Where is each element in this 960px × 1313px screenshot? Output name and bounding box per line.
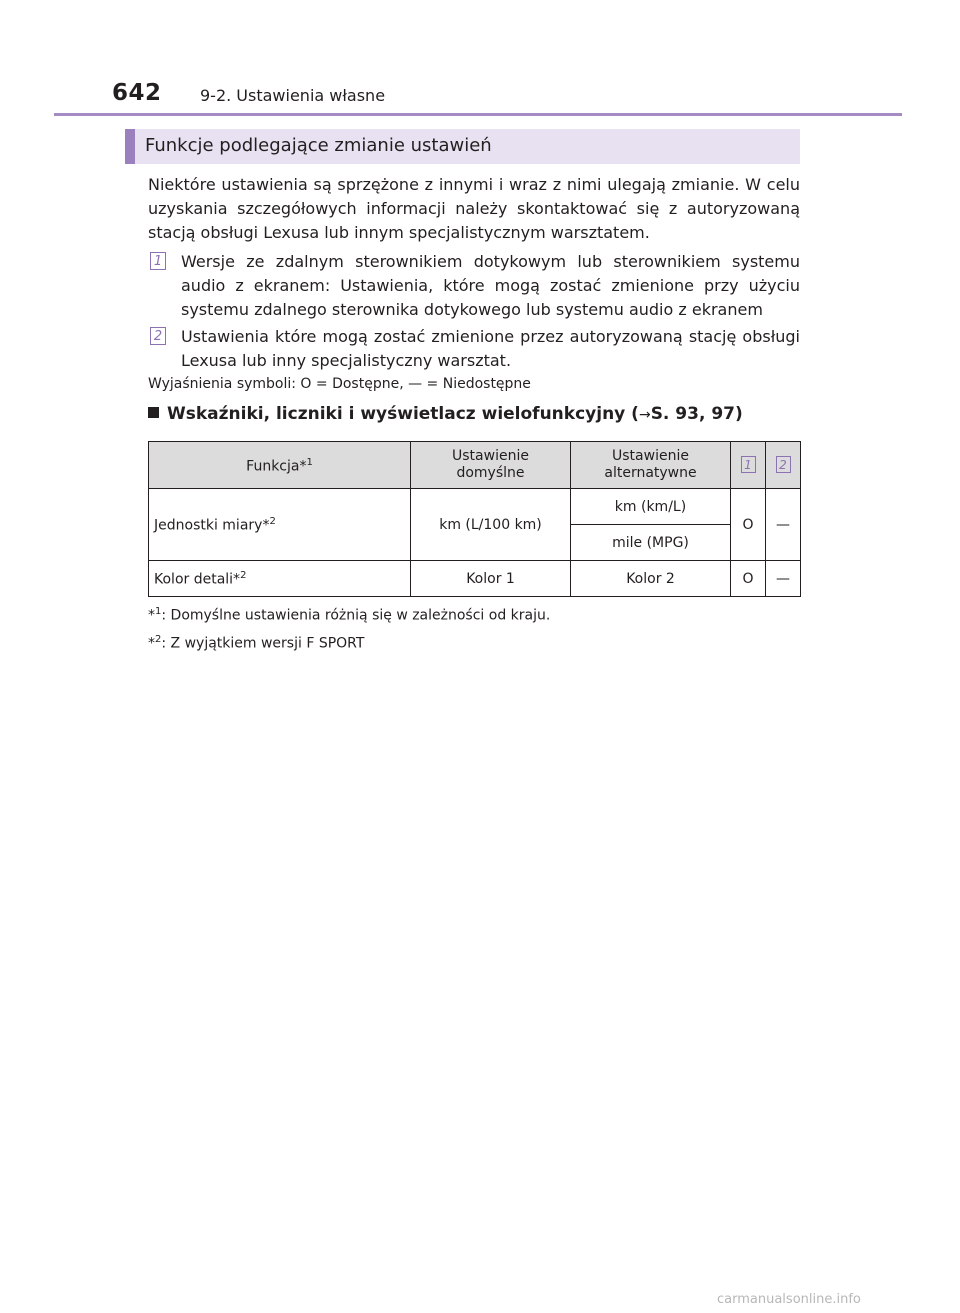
header-divider — [54, 113, 902, 116]
arrow-right-icon: → — [638, 407, 651, 423]
col-header-default: Ustawienie domyślne — [411, 442, 571, 489]
cell-alternative: Kolor 2 — [571, 561, 731, 597]
section-title: Funkcje podlegające zmianie ustawień — [145, 135, 492, 156]
symbol-legend: Wyjaśnienia symboli: O = Dostępne, — = Niedostępne — [148, 376, 531, 392]
footnote: *$^2$: Z wyjątkiem wersji F SPORT — [148, 634, 365, 652]
item-number-badge: 2 — [150, 327, 166, 345]
col-header-function: Funkcja*$^1$ — [149, 442, 411, 489]
cell-col1: O — [731, 561, 766, 597]
page-reference: S. 93, 97) — [650, 404, 743, 424]
item-number-badge: 2 — [776, 456, 791, 473]
item-text: Ustawienia które mogą zostać zmienione przez autoryzowaną stację obsługi Lexusa lub inny specjalistyczny warsztat. — [181, 327, 800, 370]
page-number: 642 — [112, 80, 162, 106]
col-header-alternative: Ustawienie alternatywne — [571, 442, 731, 489]
cell-col2: — — [766, 561, 801, 597]
cell-default: Kolor 1 — [411, 561, 571, 597]
square-bullet-icon — [148, 407, 159, 418]
chapter-title: 9-2. Ustawienia własne — [200, 86, 386, 105]
subsection-heading — [148, 404, 743, 424]
table-header-row — [149, 442, 801, 489]
cell-alternative: mile (MPG) — [571, 525, 731, 561]
intro-paragraph: Niektóre ustawienia są sprzężone z innymi i wraz z nimi ulegają zmianie. W celu uzyskania szczegółowych informacji należy skontaktować się z autoryzowaną stacją obsługi Lexusa lub innym specjalistycznym warsztatem. — [148, 175, 800, 242]
cell-function: Jednostki miary*$^2$ — [149, 489, 411, 561]
settings-table — [148, 441, 801, 597]
table-row — [149, 561, 801, 597]
page-header — [112, 80, 902, 114]
footnote: *$^1$: Domyślne ustawienia różnią się w zależności od kraju. — [148, 606, 551, 624]
cell-alternative: km (km/L) — [571, 489, 731, 525]
item-number-badge: 1 — [150, 252, 166, 270]
cell-default: km (L/100 km) — [411, 489, 571, 561]
watermark: carmanualsonline.info — [717, 1292, 861, 1307]
item-text: Wersje ze zdalnym sterownikiem dotykowym lub sterownikiem systemu audio z ekranem: Ustawienia, które mogą zostać zmienione przy użyciu systemu zdalnego sterownika dotykowego lub systemu audio z ekranem — [181, 252, 800, 319]
item-number-badge: 1 — [741, 456, 756, 473]
cell-col2: — — [766, 489, 801, 561]
cell-col1: O — [731, 489, 766, 561]
cell-function: Kolor detali*$^2$ — [149, 561, 411, 597]
table-row — [149, 489, 801, 525]
col-header-1 — [731, 442, 766, 489]
col-header-2 — [766, 442, 801, 489]
subsection-title: Wskaźniki, liczniki i wyświetlacz wielofunkcyjny ( — [167, 404, 639, 424]
section-heading-box — [125, 129, 800, 164]
